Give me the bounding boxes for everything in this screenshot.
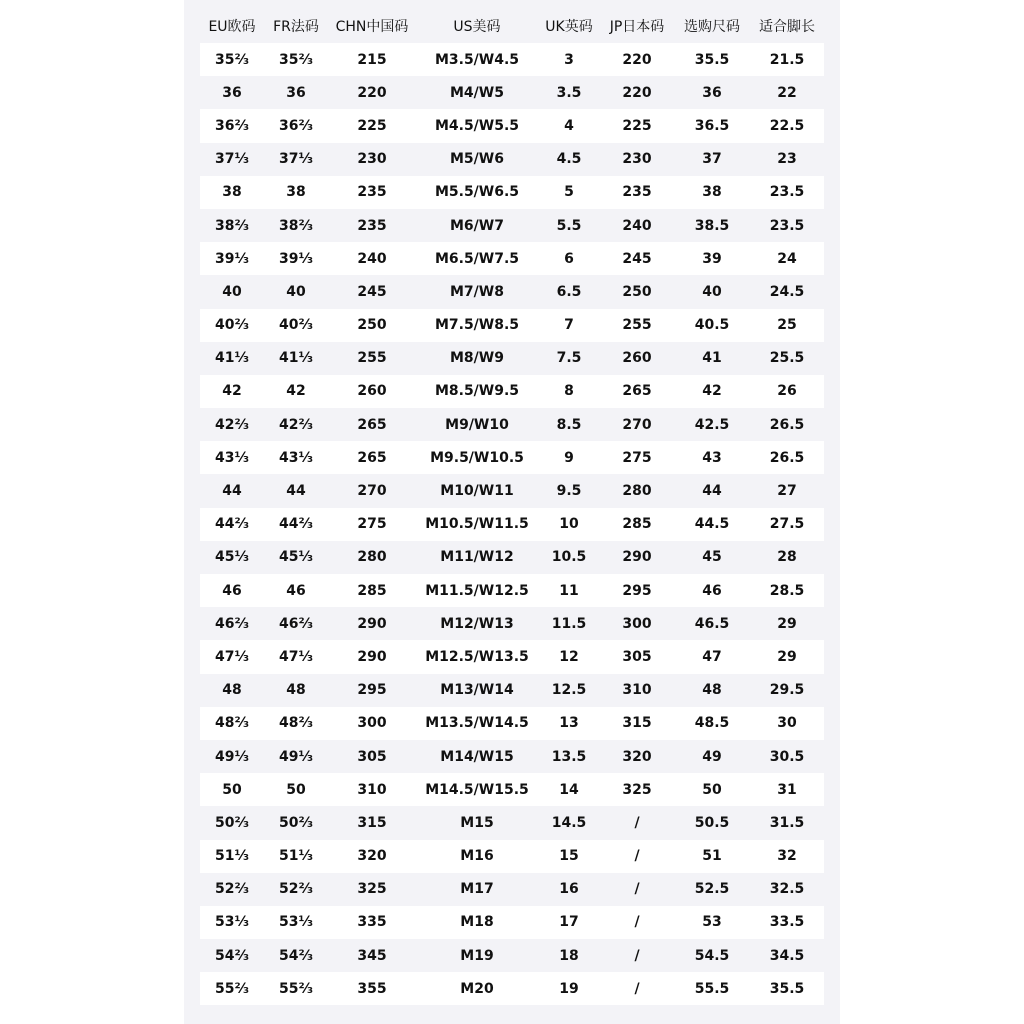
cell-selected-size: 46.5 [674, 607, 750, 640]
cell-eu: 48 [200, 674, 264, 707]
cell-fr: 41⅓ [264, 342, 328, 375]
cell-selected-size: 46 [674, 574, 750, 607]
cell-us: M18 [416, 906, 538, 939]
cell-foot-length: 24 [750, 242, 824, 275]
cell-chn: 315 [328, 806, 416, 839]
cell-jp: 285 [600, 508, 674, 541]
cell-uk: 8.5 [538, 408, 600, 441]
cell-foot-length: 21.5 [750, 43, 824, 76]
cell-chn: 245 [328, 275, 416, 308]
cell-jp: 270 [600, 408, 674, 441]
cell-fr: 39⅓ [264, 242, 328, 275]
cell-chn: 300 [328, 707, 416, 740]
cell-fr: 40⅔ [264, 309, 328, 342]
cell-selected-size: 50.5 [674, 806, 750, 839]
cell-foot-length: 23.5 [750, 209, 824, 242]
table-row [200, 640, 824, 673]
cell-selected-size: 36.5 [674, 109, 750, 142]
cell-selected-size: 41 [674, 342, 750, 375]
header-foot-length: 适合脚长 [759, 18, 815, 35]
cell-fr: 50 [264, 773, 328, 806]
cell-selected-size: 44.5 [674, 508, 750, 541]
cell-fr: 51⅓ [264, 840, 328, 873]
cell-jp: 220 [600, 43, 674, 76]
cell-us: M10/W11 [416, 474, 538, 507]
cell-fr: 47⅓ [264, 640, 328, 673]
cell-eu: 54⅔ [200, 939, 264, 972]
table-row [200, 143, 824, 176]
cell-foot-length: 22 [750, 76, 824, 109]
cell-fr: 43⅓ [264, 441, 328, 474]
cell-eu: 40⅔ [200, 309, 264, 342]
cell-eu: 47⅓ [200, 640, 264, 673]
cell-us: M15 [416, 806, 538, 839]
cell-jp: 255 [600, 309, 674, 342]
table-row [200, 806, 824, 839]
cell-eu: 40 [200, 275, 264, 308]
cell-chn: 345 [328, 939, 416, 972]
cell-chn: 235 [328, 176, 416, 209]
cell-uk: 9.5 [538, 474, 600, 507]
cell-us: M17 [416, 873, 538, 906]
cell-jp: / [600, 972, 674, 1005]
header-fr: FR法码 [273, 18, 319, 35]
table-row [200, 607, 824, 640]
table-row [200, 541, 824, 574]
table-header-row [200, 8, 824, 43]
cell-eu: 35⅔ [200, 43, 264, 76]
cell-eu: 46 [200, 574, 264, 607]
table-row [200, 740, 824, 773]
header-jp: JP日本码 [609, 18, 665, 35]
cell-chn: 255 [328, 342, 416, 375]
cell-us: M4.5/W5.5 [416, 109, 538, 142]
cell-chn: 320 [328, 840, 416, 873]
cell-us: M20 [416, 972, 538, 1005]
cell-uk: 9 [538, 441, 600, 474]
cell-fr: 40 [264, 275, 328, 308]
cell-selected-size: 44 [674, 474, 750, 507]
cell-chn: 215 [328, 43, 416, 76]
cell-uk: 13.5 [538, 740, 600, 773]
cell-chn: 230 [328, 143, 416, 176]
cell-fr: 42 [264, 375, 328, 408]
cell-foot-length: 27 [750, 474, 824, 507]
cell-foot-length: 31 [750, 773, 824, 806]
cell-eu: 38 [200, 176, 264, 209]
table-row [200, 508, 824, 541]
cell-selected-size: 42.5 [674, 408, 750, 441]
cell-eu: 46⅔ [200, 607, 264, 640]
table-row [200, 441, 824, 474]
cell-chn: 235 [328, 209, 416, 242]
cell-selected-size: 45 [674, 541, 750, 574]
cell-eu: 36 [200, 76, 264, 109]
cell-selected-size: 35.5 [674, 43, 750, 76]
cell-us: M5.5/W6.5 [416, 176, 538, 209]
cell-foot-length: 30.5 [750, 740, 824, 773]
cell-jp: / [600, 939, 674, 972]
cell-chn: 290 [328, 640, 416, 673]
cell-uk: 7 [538, 309, 600, 342]
cell-foot-length: 31.5 [750, 806, 824, 839]
cell-fr: 44⅔ [264, 508, 328, 541]
cell-foot-length: 25.5 [750, 342, 824, 375]
cell-eu: 39⅓ [200, 242, 264, 275]
cell-foot-length: 23 [750, 143, 824, 176]
cell-fr: 45⅓ [264, 541, 328, 574]
table-row [200, 242, 824, 275]
table-row [200, 972, 824, 1005]
cell-uk: 14 [538, 773, 600, 806]
cell-uk: 15 [538, 840, 600, 873]
cell-uk: 14.5 [538, 806, 600, 839]
cell-jp: 225 [600, 109, 674, 142]
cell-chn: 290 [328, 607, 416, 640]
table-row [200, 309, 824, 342]
cell-fr: 46⅔ [264, 607, 328, 640]
cell-us: M14/W15 [416, 740, 538, 773]
cell-uk: 11 [538, 574, 600, 607]
cell-eu: 51⅓ [200, 840, 264, 873]
cell-jp: / [600, 873, 674, 906]
cell-jp: / [600, 906, 674, 939]
cell-chn: 220 [328, 76, 416, 109]
cell-foot-length: 30 [750, 707, 824, 740]
cell-selected-size: 51 [674, 840, 750, 873]
cell-jp: 245 [600, 242, 674, 275]
cell-eu: 44 [200, 474, 264, 507]
cell-us: M10.5/W11.5 [416, 508, 538, 541]
cell-eu: 42 [200, 375, 264, 408]
cell-chn: 285 [328, 574, 416, 607]
header-chn: CHN中国码 [335, 18, 409, 35]
cell-fr: 37⅓ [264, 143, 328, 176]
cell-uk: 6.5 [538, 275, 600, 308]
cell-fr: 53⅓ [264, 906, 328, 939]
cell-selected-size: 36 [674, 76, 750, 109]
cell-foot-length: 29 [750, 607, 824, 640]
cell-uk: 12.5 [538, 674, 600, 707]
cell-fr: 50⅔ [264, 806, 328, 839]
cell-foot-length: 23.5 [750, 176, 824, 209]
cell-eu: 43⅓ [200, 441, 264, 474]
cell-eu: 48⅔ [200, 707, 264, 740]
cell-selected-size: 48 [674, 674, 750, 707]
table-row [200, 176, 824, 209]
cell-fr: 36 [264, 76, 328, 109]
cell-jp: 240 [600, 209, 674, 242]
cell-selected-size: 52.5 [674, 873, 750, 906]
cell-selected-size: 40 [674, 275, 750, 308]
cell-foot-length: 29.5 [750, 674, 824, 707]
cell-selected-size: 42 [674, 375, 750, 408]
cell-eu: 38⅔ [200, 209, 264, 242]
cell-uk: 10.5 [538, 541, 600, 574]
cell-uk: 18 [538, 939, 600, 972]
cell-uk: 5.5 [538, 209, 600, 242]
cell-us: M7.5/W8.5 [416, 309, 538, 342]
cell-selected-size: 47 [674, 640, 750, 673]
cell-us: M7/W8 [416, 275, 538, 308]
cell-uk: 11.5 [538, 607, 600, 640]
cell-us: M9/W10 [416, 408, 538, 441]
table-row [200, 109, 824, 142]
cell-us: M6/W7 [416, 209, 538, 242]
cell-fr: 35⅔ [264, 43, 328, 76]
cell-foot-length: 28.5 [750, 574, 824, 607]
cell-jp: 220 [600, 76, 674, 109]
cell-us: M16 [416, 840, 538, 873]
cell-fr: 55⅔ [264, 972, 328, 1005]
table-row [200, 707, 824, 740]
cell-us: M8/W9 [416, 342, 538, 375]
cell-fr: 38 [264, 176, 328, 209]
cell-us: M11.5/W12.5 [416, 574, 538, 607]
cell-foot-length: 24.5 [750, 275, 824, 308]
cell-chn: 325 [328, 873, 416, 906]
cell-jp: 315 [600, 707, 674, 740]
cell-jp: 250 [600, 275, 674, 308]
cell-chn: 275 [328, 508, 416, 541]
table-body [200, 43, 824, 1005]
cell-eu: 41⅓ [200, 342, 264, 375]
cell-selected-size: 54.5 [674, 939, 750, 972]
cell-chn: 295 [328, 674, 416, 707]
cell-jp: 300 [600, 607, 674, 640]
table-row [200, 474, 824, 507]
cell-selected-size: 40.5 [674, 309, 750, 342]
cell-foot-length: 27.5 [750, 508, 824, 541]
cell-jp: 290 [600, 541, 674, 574]
table-row [200, 43, 824, 76]
cell-eu: 55⅔ [200, 972, 264, 1005]
cell-jp: 230 [600, 143, 674, 176]
cell-us: M19 [416, 939, 538, 972]
table-row [200, 76, 824, 109]
cell-uk: 13 [538, 707, 600, 740]
table-row [200, 408, 824, 441]
cell-foot-length: 26.5 [750, 441, 824, 474]
cell-jp: 235 [600, 176, 674, 209]
cell-chn: 240 [328, 242, 416, 275]
cell-selected-size: 38 [674, 176, 750, 209]
cell-eu: 42⅔ [200, 408, 264, 441]
size-conversion-table [200, 8, 824, 1005]
cell-uk: 4.5 [538, 143, 600, 176]
table-row [200, 773, 824, 806]
cell-foot-length: 34.5 [750, 939, 824, 972]
cell-eu: 45⅓ [200, 541, 264, 574]
cell-fr: 38⅔ [264, 209, 328, 242]
cell-uk: 10 [538, 508, 600, 541]
cell-foot-length: 25 [750, 309, 824, 342]
cell-fr: 54⅔ [264, 939, 328, 972]
cell-selected-size: 53 [674, 906, 750, 939]
cell-jp: 310 [600, 674, 674, 707]
cell-eu: 37⅓ [200, 143, 264, 176]
cell-jp: 305 [600, 640, 674, 673]
table-row [200, 840, 824, 873]
cell-fr: 46 [264, 574, 328, 607]
cell-selected-size: 50 [674, 773, 750, 806]
cell-uk: 4 [538, 109, 600, 142]
cell-eu: 49⅓ [200, 740, 264, 773]
cell-jp: 260 [600, 342, 674, 375]
cell-foot-length: 33.5 [750, 906, 824, 939]
cell-chn: 310 [328, 773, 416, 806]
cell-selected-size: 48.5 [674, 707, 750, 740]
table-row [200, 939, 824, 972]
cell-jp: / [600, 806, 674, 839]
cell-foot-length: 26.5 [750, 408, 824, 441]
cell-uk: 17 [538, 906, 600, 939]
table-row [200, 674, 824, 707]
cell-uk: 7.5 [538, 342, 600, 375]
cell-foot-length: 28 [750, 541, 824, 574]
cell-jp: 265 [600, 375, 674, 408]
table-row [200, 873, 824, 906]
cell-eu: 50⅔ [200, 806, 264, 839]
header-uk: UK英码 [545, 18, 593, 35]
cell-fr: 48 [264, 674, 328, 707]
cell-jp: 295 [600, 574, 674, 607]
table-row [200, 209, 824, 242]
cell-uk: 16 [538, 873, 600, 906]
table-row [200, 275, 824, 308]
cell-us: M12.5/W13.5 [416, 640, 538, 673]
table-row [200, 375, 824, 408]
cell-fr: 44 [264, 474, 328, 507]
cell-foot-length: 29 [750, 640, 824, 673]
cell-uk: 3.5 [538, 76, 600, 109]
table-row [200, 906, 824, 939]
cell-chn: 305 [328, 740, 416, 773]
cell-uk: 5 [538, 176, 600, 209]
cell-chn: 265 [328, 441, 416, 474]
cell-us: M5/W6 [416, 143, 538, 176]
header-us: US美码 [453, 18, 501, 35]
cell-eu: 50 [200, 773, 264, 806]
cell-us: M4/W5 [416, 76, 538, 109]
cell-jp: 280 [600, 474, 674, 507]
cell-chn: 250 [328, 309, 416, 342]
header-eu: EU欧码 [208, 18, 256, 35]
cell-selected-size: 38.5 [674, 209, 750, 242]
cell-selected-size: 39 [674, 242, 750, 275]
cell-chn: 270 [328, 474, 416, 507]
cell-jp: / [600, 840, 674, 873]
cell-foot-length: 32.5 [750, 873, 824, 906]
cell-foot-length: 22.5 [750, 109, 824, 142]
cell-jp: 320 [600, 740, 674, 773]
cell-fr: 42⅔ [264, 408, 328, 441]
cell-eu: 44⅔ [200, 508, 264, 541]
cell-chn: 265 [328, 408, 416, 441]
cell-fr: 36⅔ [264, 109, 328, 142]
header-selected-size: 选购尺码 [684, 18, 740, 35]
cell-uk: 3 [538, 43, 600, 76]
cell-foot-length: 35.5 [750, 972, 824, 1005]
cell-uk: 6 [538, 242, 600, 275]
cell-chn: 355 [328, 972, 416, 1005]
cell-uk: 19 [538, 972, 600, 1005]
cell-us: M14.5/W15.5 [416, 773, 538, 806]
table-row [200, 574, 824, 607]
cell-fr: 48⅔ [264, 707, 328, 740]
cell-us: M6.5/W7.5 [416, 242, 538, 275]
cell-chn: 280 [328, 541, 416, 574]
cell-selected-size: 55.5 [674, 972, 750, 1005]
cell-uk: 12 [538, 640, 600, 673]
cell-us: M8.5/W9.5 [416, 375, 538, 408]
cell-jp: 325 [600, 773, 674, 806]
cell-foot-length: 32 [750, 840, 824, 873]
cell-chn: 225 [328, 109, 416, 142]
cell-us: M11/W12 [416, 541, 538, 574]
cell-eu: 36⅔ [200, 109, 264, 142]
cell-foot-length: 26 [750, 375, 824, 408]
cell-eu: 52⅔ [200, 873, 264, 906]
cell-us: M3.5/W4.5 [416, 43, 538, 76]
cell-selected-size: 37 [674, 143, 750, 176]
cell-fr: 49⅓ [264, 740, 328, 773]
cell-selected-size: 43 [674, 441, 750, 474]
cell-chn: 335 [328, 906, 416, 939]
cell-jp: 275 [600, 441, 674, 474]
table-row [200, 342, 824, 375]
cell-fr: 52⅔ [264, 873, 328, 906]
size-chart-panel [184, 0, 840, 1024]
cell-selected-size: 49 [674, 740, 750, 773]
cell-us: M13/W14 [416, 674, 538, 707]
cell-eu: 53⅓ [200, 906, 264, 939]
cell-us: M13.5/W14.5 [416, 707, 538, 740]
cell-us: M9.5/W10.5 [416, 441, 538, 474]
cell-chn: 260 [328, 375, 416, 408]
cell-uk: 8 [538, 375, 600, 408]
cell-us: M12/W13 [416, 607, 538, 640]
